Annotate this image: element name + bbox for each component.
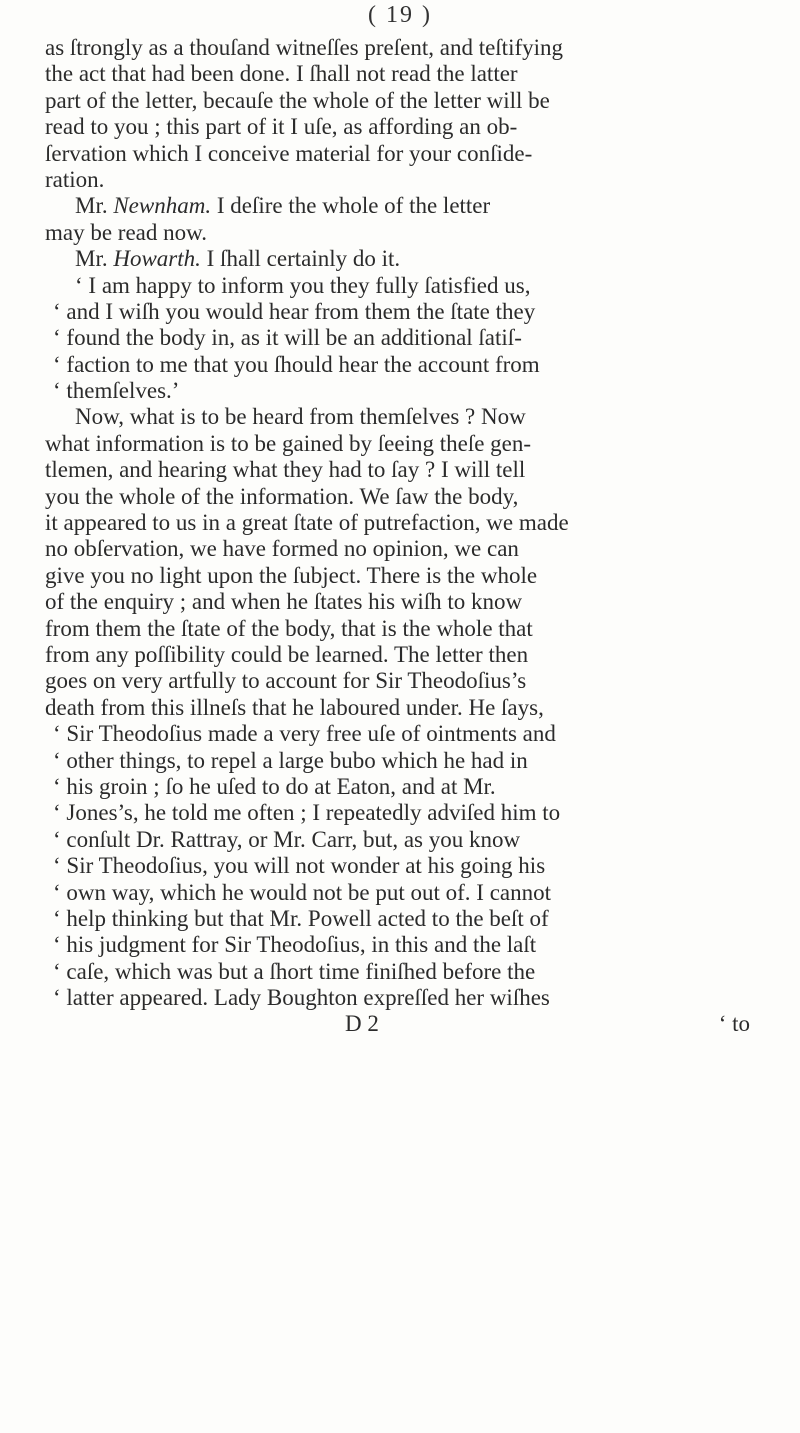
line-text: I deſire the whole of the letter xyxy=(211,193,491,219)
text-line: it appeared to us in a great ſtate of putrefaction, we made xyxy=(45,510,569,536)
text-line: from them the ſtate of the body, that is the whole that xyxy=(45,615,533,641)
text-line: Now, what is to be heard from themſelves ? Now xyxy=(75,404,526,430)
text-line: no obſervation, we have formed no opinion, we can xyxy=(45,536,519,562)
text-line: of the enquiry ; and when he ſtates his wiſh to know xyxy=(45,589,523,615)
text-line: ‘ own way, which he would not be put out of. I cannot xyxy=(53,879,552,905)
text-line: tlemen, and hearing what they had to ſay ? I will tell xyxy=(45,457,526,483)
text-line: part of the letter, becauſe the whole of the letter will be xyxy=(45,87,550,113)
text-line: from any poſſibility could be learned. The letter then xyxy=(45,641,529,667)
speaker-name: Newnham. xyxy=(113,193,212,219)
speaker-title: Mr. xyxy=(75,193,114,219)
text-line: ‘ found the body in, as it will be an additional ſatiſ- xyxy=(53,325,522,351)
line-text: I ſhall certainly do it. xyxy=(200,246,401,272)
text-line: ſervation which I conceive material for your conſide- xyxy=(45,140,533,166)
catchword: ‘ to xyxy=(718,1011,750,1037)
text-line: ‘ I am happy to inform you they fully ſatisfied us, xyxy=(75,272,531,298)
text-line: give you no light upon the ſubject. There is the whole xyxy=(45,562,538,588)
speaker-title: Mr. xyxy=(75,246,114,272)
text-line: ‘ his groin ; ſo he uſed to do at Eaton, and at Mr. xyxy=(53,773,496,799)
text-line: what information is to be gained by ſeeing theſe gen- xyxy=(45,430,532,456)
text-line: ‘ Jones’s, he told me often ; I repeatedly adviſed him to xyxy=(53,800,561,826)
text-line: goes on very artfully to account for Sir Theodoſius’s xyxy=(45,668,527,694)
text-line: ‘ latter appeared. Lady Boughton expreſſed her wiſhes xyxy=(53,985,550,1011)
text-line: the act that had been done. I ſhall not read the latter xyxy=(45,61,518,87)
text-line: ‘ themſelves.’ xyxy=(53,378,180,404)
text-line: ‘ faction to me that you ſhould hear the account from xyxy=(53,351,540,377)
page-footer xyxy=(45,1011,765,1037)
text-line: death from this illneſs that he laboured under. He ſays, xyxy=(45,694,544,720)
text-line: ‘ caſe, which was but a ſhort time finiſhed before the xyxy=(53,958,536,984)
text-line: ‘ and I wiſh you would hear from them the ſtate they xyxy=(53,298,536,324)
text-line: ‘ his judgment for Sir Theodoſius, in this and the laſt xyxy=(53,932,537,958)
text-line xyxy=(45,193,765,219)
text-line: ‘ Sir Theodoſius, you will not wonder at his going his xyxy=(53,853,546,879)
text-line: ration. xyxy=(45,166,105,192)
text-line: read to you ; this part of it I uſe, as affording an ob- xyxy=(45,114,518,140)
text-line: may be read now. xyxy=(45,219,207,245)
text-line xyxy=(45,246,765,272)
text-line: as ſtrongly as a thouſand witneſſes preſent, and teſtifying xyxy=(45,35,564,60)
speaker-name: Howarth. xyxy=(113,246,201,272)
page-number: ( 19 ) xyxy=(368,2,432,28)
text-line: ‘ conſult Dr. Rattray, or Mr. Carr, but, as you know xyxy=(53,826,521,852)
text-line: ‘ Sir Theodoſius made a very free uſe of ointments and xyxy=(53,721,556,747)
text-line: ‘ help thinking but that Mr. Powell acted to the beſt of xyxy=(53,905,549,931)
text-line: ‘ other things, to repel a large bubo which he had in xyxy=(53,747,528,773)
body-text xyxy=(45,35,765,1038)
text-line: you the whole of the information. We ſaw the body, xyxy=(45,483,519,509)
signature-mark: D 2 xyxy=(345,1011,379,1037)
